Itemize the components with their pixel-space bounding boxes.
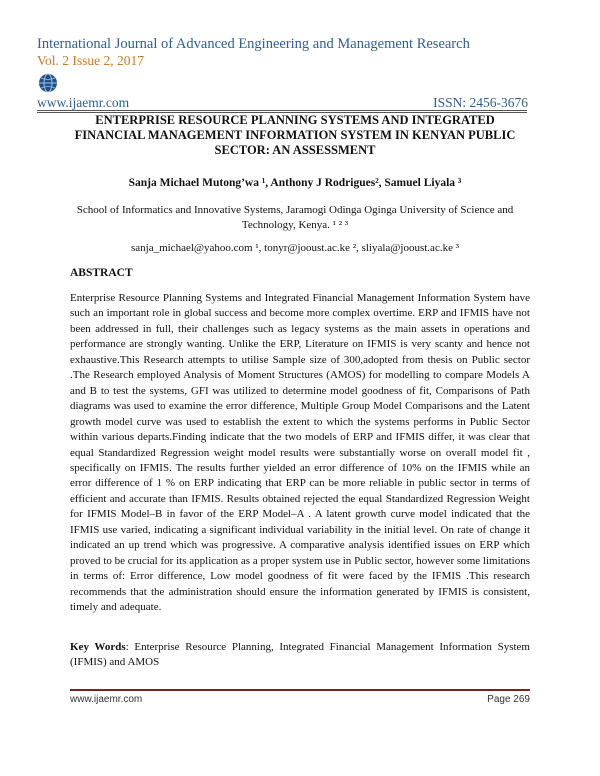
keywords — [70, 640, 530, 671]
footer-url[interactable]: www.ijaemr.com — [70, 694, 143, 705]
header-divider — [37, 110, 527, 111]
journal-title: International Journal of Advanced Engineering and Management Research — [37, 36, 470, 52]
page-number: Page 269 — [487, 694, 530, 705]
author-emails: sanja_michael@yahoo.com ¹, tonyr@jooust.ac.ke ², sliyala@jooust.ac.ke ³ — [130, 242, 460, 254]
abstract-text: Enterprise Resource Planning Systems and Integrated Financial Management Information System have such an important role in global success and become more complex overtime. ERP and IFMIS have not been addressed in full, their challenges such as legacy systems as the main assets in operations and performance are strongly wanting. Unlike the ERP, Literature on IFMIS is very scanty and hence not exhaustive.This Research attempts to utilise Sample size of 300,adopted from thesis on Public sector .The Research employed Analysis of Moment Structures (AMOS) for modelling to compare Models A and B to test the systems, GFI was utilized to determine model goodness of fit, Comparisons of Path diagrams was used to examine the error difference, Multiple Group Model Comparisons and the Latent growth model curve was used to establish the extent to which the systems performs in Public Sector within various departs.Finding indicate that the two models of ERP and IFMIS differ, it was clear that equal Standardized Regression weight model results were substantially worse on overall model fit , specifically on IFMIS. The results further yielded an error difference of 10% on the IFMIS while an error difference of 1 % on ERP indicating that ERP can be more reliable in public sector in terms of efficient and accurate than IFMIS. Results obtained rejected the equal Standardized Regression Weight for IFMIS Model–B in favor of the ERP Model–A . A latent growth curve model indicated that the IFMIS use varied, indicating a significant individual variability in the initial level. On rate of change it indicated an up trend which was progressive. A comparative analysis identified issues on ERP which proved to be crucial for its application as a proper system use in Public sector, however some limitations in terms of: Error difference, Low model goodness of fit were faced by the IFMIS .This research recommends that the administration should ensure the information generated by IFMIS is consistent, timely and adequate. — [70, 292, 530, 614]
journal-url[interactable]: www.ijaemr.com — [37, 95, 130, 110]
issn: ISSN: 2456-3676 — [433, 95, 528, 110]
paper-title: ENTERPRISE RESOURCE PLANNING SYSTEMS AND INTEGRATED FINANCIAL MANAGEMENT INFORMATION SYSTEM IN KENYAN PUBLIC SECTOR: AN ASSESSMENT — [74, 113, 516, 157]
volume-issue: Vol. 2 Issue 2, 2017 — [37, 53, 145, 68]
keywords-label: Key Words — [70, 641, 126, 653]
abstract-heading: ABSTRACT — [70, 267, 133, 279]
globe-logo-icon — [38, 73, 58, 93]
footer-divider — [70, 689, 530, 691]
keywords-text: : Enterprise Resource Planning, Integrated Financial Management Information System (IFMIS) and AMOS — [70, 641, 530, 669]
affiliation: School of Informatics and Innovative Systems, Jaramogi Odinga Oginga University of Science and Technology, Kenya. ¹ ² ³ — [76, 204, 514, 231]
authors: Sanja Michael Mutong’wa ¹, Anthony J Rodrigues², Samuel Liyala ³ — [128, 177, 462, 189]
